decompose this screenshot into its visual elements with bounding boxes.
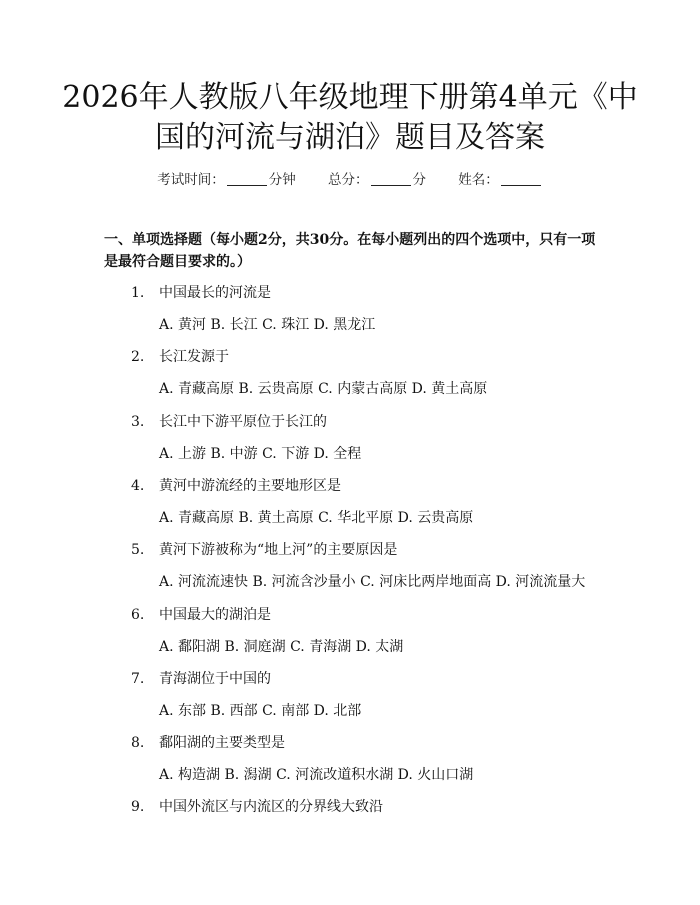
total-score bbox=[328, 168, 426, 188]
question-3 bbox=[131, 411, 327, 431]
question-2 bbox=[131, 346, 229, 366]
question-text: 中国最大的湖泊是 bbox=[159, 606, 271, 623]
exam-time bbox=[157, 168, 296, 188]
question-5 bbox=[131, 539, 397, 559]
question-number: 1. bbox=[131, 285, 145, 301]
student-name-blank[interactable] bbox=[501, 171, 541, 186]
question-number: 2. bbox=[131, 349, 145, 366]
question-text: 中国最长的河流是 bbox=[159, 285, 271, 301]
question-number: 9. bbox=[131, 799, 145, 816]
question-3-options: A. 上游 B. 中游 C. 下游 D. 全程 bbox=[159, 445, 362, 462]
question-number: 7. bbox=[131, 670, 145, 687]
question-text: 鄱阳湖的主要类型是 bbox=[159, 735, 285, 752]
total-score-label: 总分： bbox=[328, 172, 369, 188]
question-text: 中国外流区与内流区的分界线大致沿 bbox=[159, 799, 383, 816]
question-text: 长江中下游平原位于长江的 bbox=[159, 413, 327, 430]
question-6 bbox=[131, 604, 271, 624]
section-heading-line-1: 一、单项选择题（每小题2分，共30分。在每小题列出的四个选项中，只有一项 bbox=[104, 232, 596, 248]
student-name-label: 姓名： bbox=[458, 172, 499, 188]
total-score-unit: 分 bbox=[412, 172, 426, 188]
question-8-options: A. 构造湖 B. 潟湖 C. 河流改道积水湖 D. 火山口湖 bbox=[159, 767, 474, 784]
question-7 bbox=[131, 668, 271, 688]
question-4-options: A. 青藏高原 B. 黄土高原 C. 华北平原 D. 云贵高原 bbox=[159, 509, 474, 526]
question-number: 4. bbox=[131, 477, 145, 494]
exam-time-unit: 分钟 bbox=[268, 172, 296, 188]
total-score-blank[interactable] bbox=[371, 171, 411, 186]
document-title-line-2: 国的河流与湖泊》题目及答案 bbox=[155, 120, 545, 155]
question-5-options: A. 河流流速快 B. 河流含沙量小 C. 河床比两岸地面高 D. 河流流量大 bbox=[159, 574, 586, 591]
question-4 bbox=[131, 475, 341, 495]
question-text: 青海湖位于中国的 bbox=[159, 670, 271, 687]
student-name bbox=[458, 168, 543, 188]
question-1 bbox=[131, 282, 271, 302]
question-text: 黄河中游流经的主要地形区是 bbox=[159, 477, 341, 494]
exam-time-label: 考试时间： bbox=[157, 172, 225, 188]
question-1-options: A. 黄河 B. 长江 C. 珠江 D. 黑龙江 bbox=[159, 317, 376, 333]
question-9 bbox=[131, 796, 383, 816]
question-number: 8. bbox=[131, 735, 145, 752]
question-8 bbox=[131, 732, 285, 752]
question-6-options: A. 鄱阳湖 B. 洞庭湖 C. 青海湖 D. 太湖 bbox=[159, 638, 404, 655]
question-text: 长江发源于 bbox=[159, 349, 229, 366]
exam-time-blank[interactable] bbox=[227, 171, 267, 186]
question-2-options: A. 青藏高原 B. 云贵高原 C. 内蒙古高原 D. 黄土高原 bbox=[159, 381, 488, 398]
question-number: 5. bbox=[131, 542, 145, 559]
question-number: 3. bbox=[131, 413, 145, 430]
document-title-line-1: 2026年人教版八年级地理下册第4单元《中 bbox=[62, 80, 638, 115]
exam-meta bbox=[0, 168, 700, 188]
section-heading-line-2: 是最符合题目要求的。） bbox=[104, 254, 251, 270]
question-number: 6. bbox=[131, 606, 145, 623]
question-text: 黄河下游被称为“地上河”的主要原因是 bbox=[159, 542, 398, 559]
question-7-options: A. 东部 B. 西部 C. 南部 D. 北部 bbox=[159, 702, 362, 719]
